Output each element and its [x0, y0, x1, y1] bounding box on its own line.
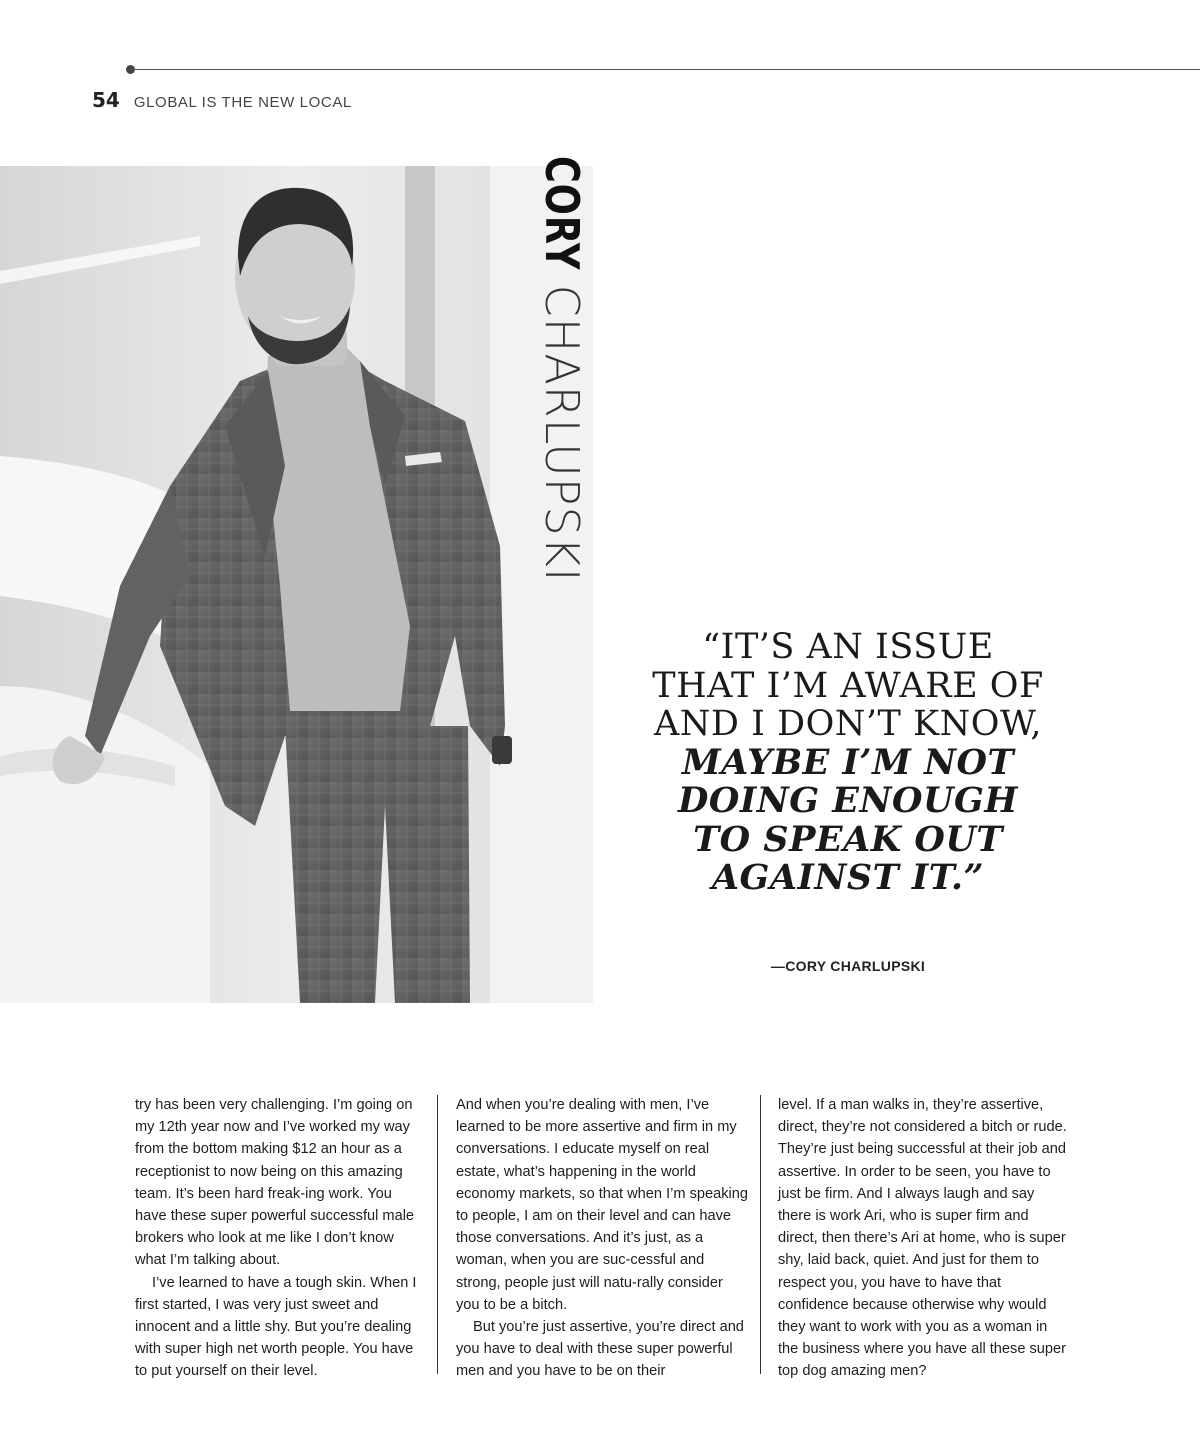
column-divider [437, 1095, 438, 1374]
pull-quote-attribution: —CORY CHARLUPSKI [770, 958, 926, 974]
name-vertical-text [535, 142, 589, 583]
body-column-3 [778, 1094, 1070, 1383]
header-rule [130, 69, 1200, 70]
paragraph: I’ve learned to have a tough skin. When I first started, I was very just sweet and innocent and a little shy. But you’re dealing with super high net worth people. You have to put yourself on their level. [135, 1274, 417, 1380]
name-last: CHARLUPSKI [535, 284, 589, 583]
pull-quote [648, 628, 1048, 898]
name-first: CORY [535, 155, 589, 271]
body-column-2 [456, 1094, 748, 1383]
pull-quote-italic: MAYBE I’M NOT DOING ENOUGH TO SPEAK OUT AGAINST IT.” [678, 741, 1018, 898]
paragraph: level. If a man walks in, they’re assertive, direct, they’re not considered a bitch or rude. They’re just being successful at their job and assertive. In order to be seen, you have to just be firm. And I always laugh and say there is work Ari, who is super firm and direct, then there’s Ari at home, who is super shy, laid back, quiet. And just for them to respect you, you have to have that confidence because otherwise why would they want to work with you as a woman in the business where you have all these super top dog amazing men? [778, 1097, 1067, 1380]
paragraph: try has been very challenging. I’m going on my 12th year now and I’ve worked my way from the bottom making $12 an hour as a receptionist to now being on this amazing team. It’s been hard freak-ing work. You have these super powerful successful male brokers who look at me like I don’t know what I’m talking about. [135, 1097, 415, 1269]
portrait-illustration [0, 166, 593, 1003]
running-head: GLOBAL IS THE NEW LOCAL [133, 94, 352, 111]
folio [92, 88, 352, 114]
paragraph: And when you’re dealing with men, I’ve learned to be more assertive and firm in my conversations. I educate myself on real estate, what’s happening in the world economy markets, so that when I’m speaking to people, I am on their level and can have those conversations. And it’s just, as a woman, when you are suc-cessful and strong, people just will natu-rally consider you to be a bitch. [456, 1097, 749, 1313]
column-divider [760, 1095, 761, 1374]
body-column-1 [135, 1094, 427, 1383]
paragraph: But you’re just assertive, you’re direct and you have to deal with these super powerful men and you have to be on their [456, 1319, 744, 1380]
page-number: 54 [92, 88, 120, 112]
pull-quote-regular: “IT’S AN ISSUE THAT I’M AWARE OF AND I DON’T KNOW, [652, 627, 1044, 744]
portrait-photo [0, 166, 593, 1003]
